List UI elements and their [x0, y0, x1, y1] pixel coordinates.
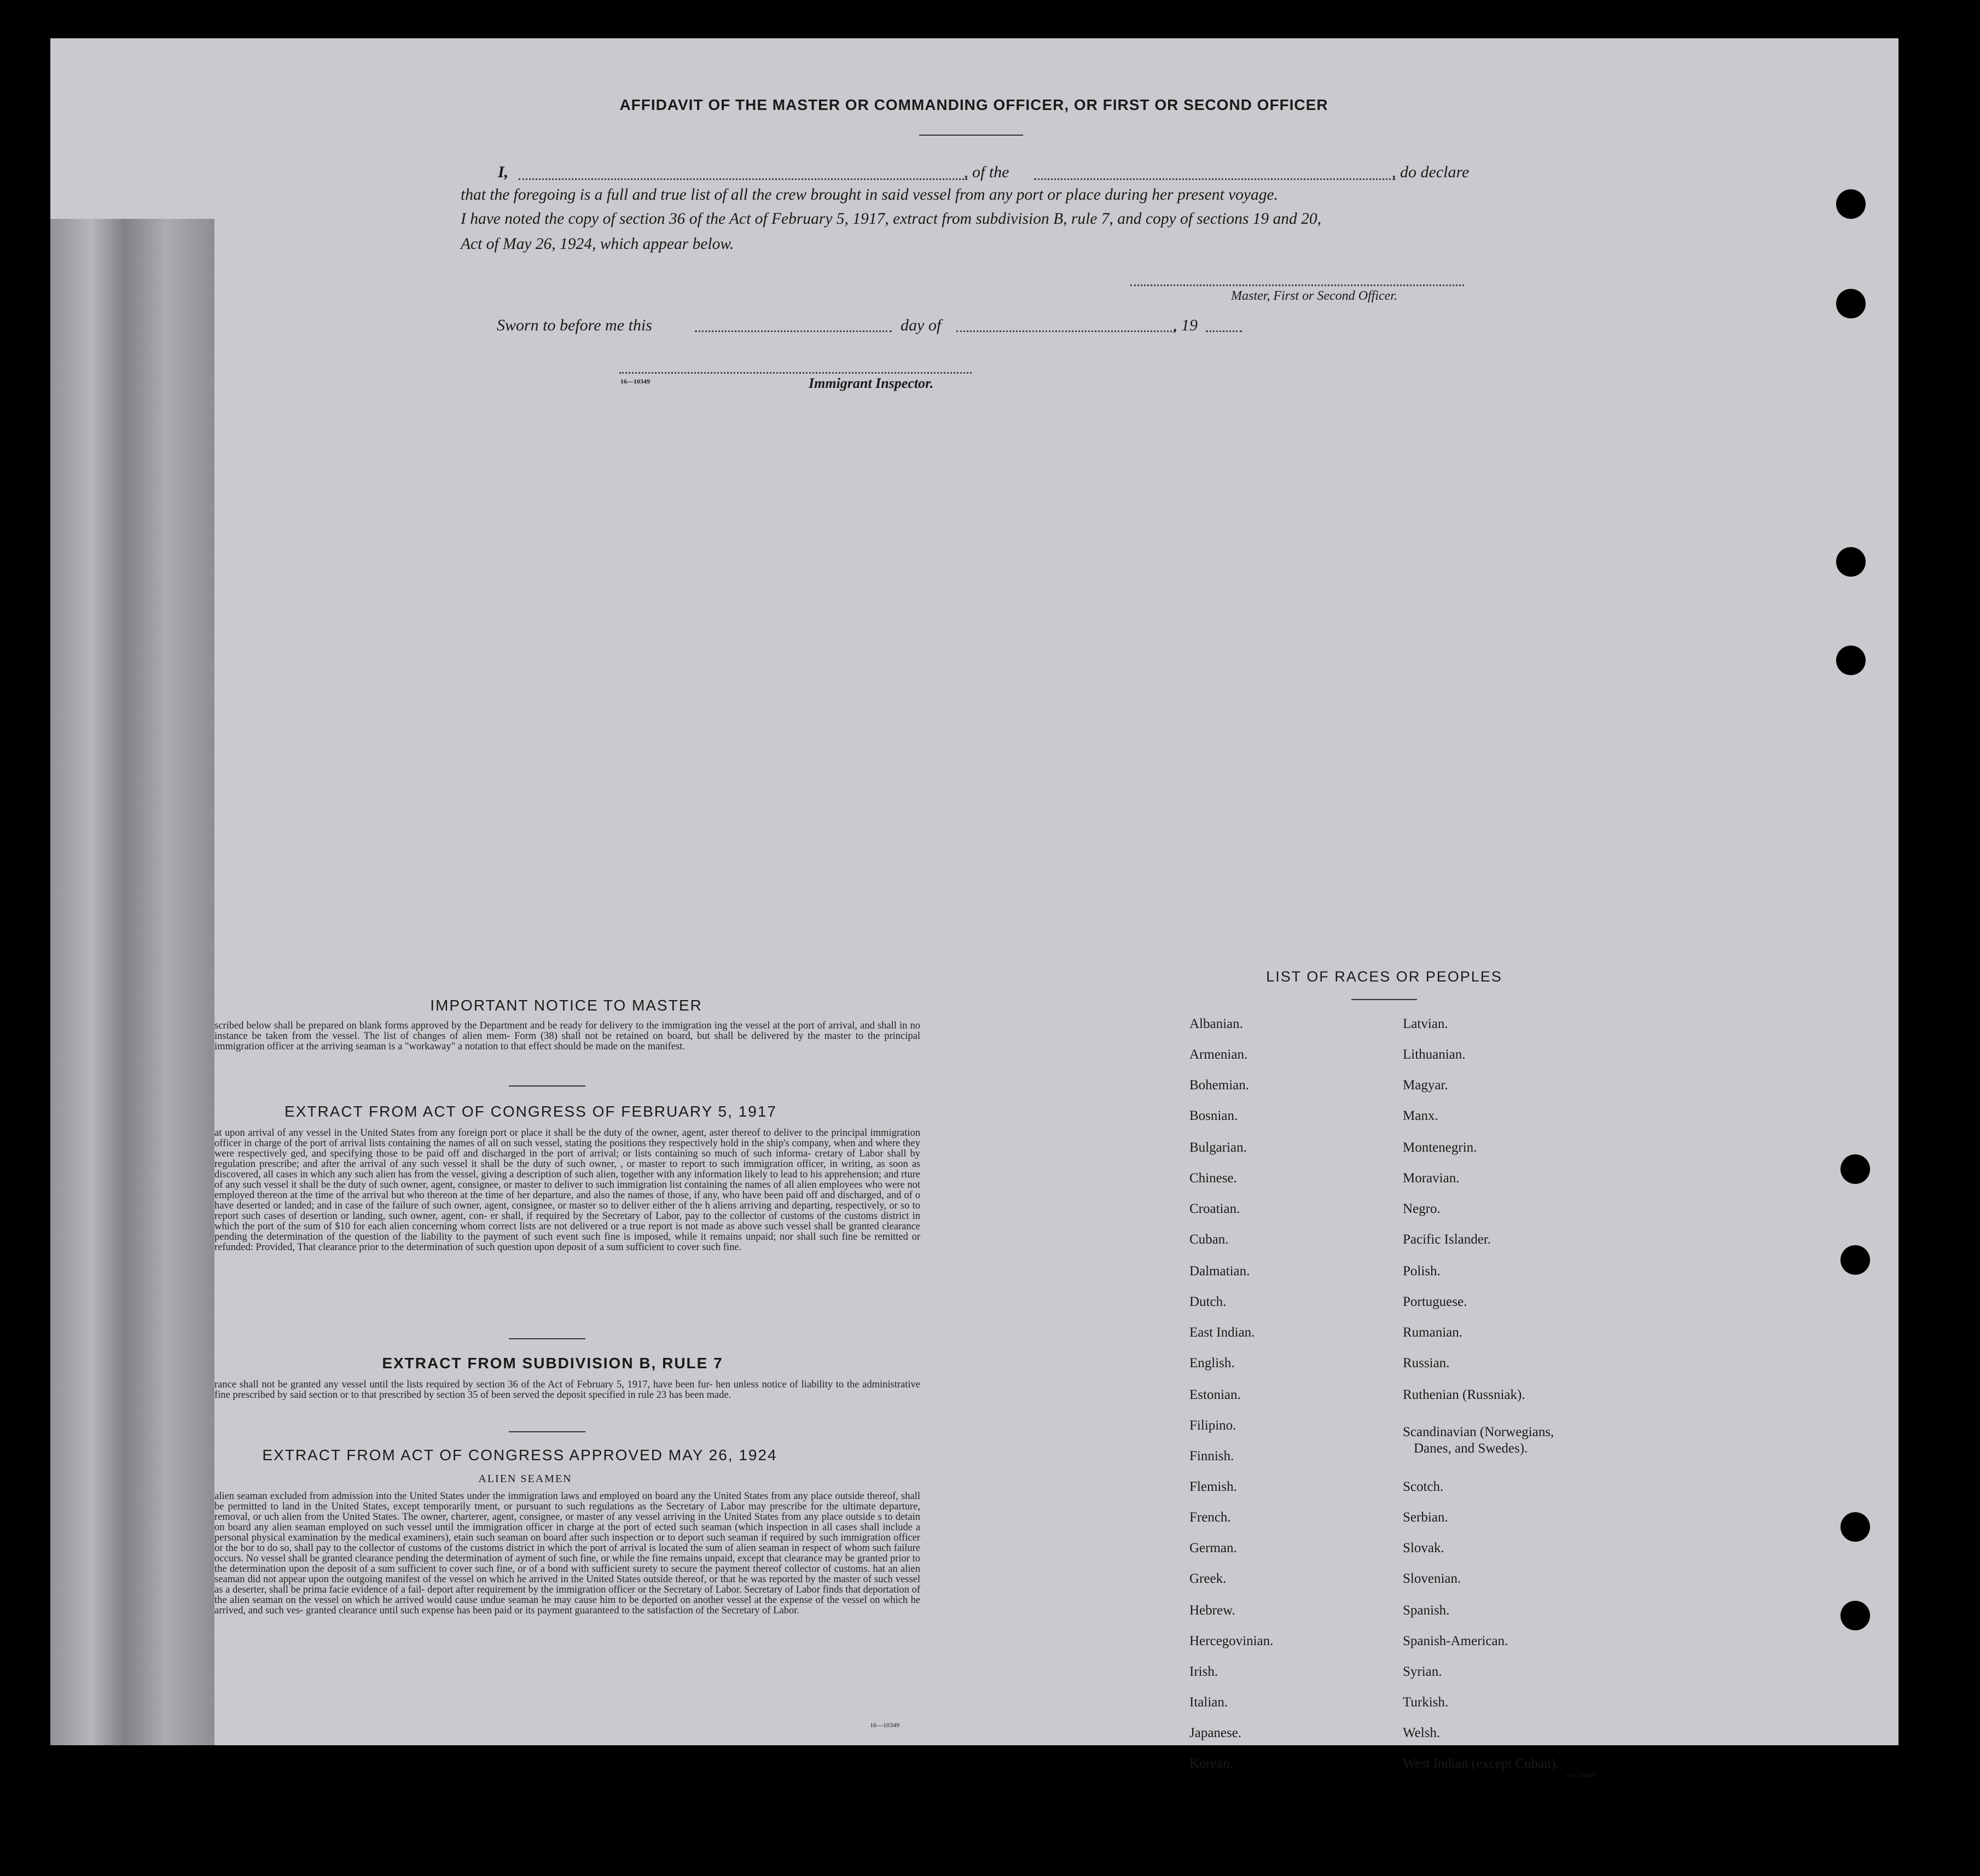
- races-heading: LIST OF RACES OR PEOPLES: [1266, 968, 1502, 985]
- race-item: Danes, and Swedes).: [1414, 1441, 1528, 1456]
- race-item: Croatian.: [1189, 1201, 1240, 1216]
- race-item: German.: [1189, 1541, 1237, 1555]
- race-item: Manx.: [1403, 1108, 1438, 1123]
- race-item: Albanian.: [1189, 1017, 1243, 1031]
- race-item: Negro.: [1403, 1201, 1441, 1216]
- punch-hole: [1840, 1601, 1870, 1630]
- extract3-subheading: ALIEN SEAMEN: [478, 1473, 572, 1485]
- race-item: Montenegrin.: [1403, 1140, 1477, 1155]
- race-item: Latvian.: [1403, 1017, 1448, 1031]
- extract3-text: alien seaman excluded from admission into the United States under the immigration laws and employed on board any the United States from any place outside thereof, shall be permitted to land in the United States, except temporarily tment, or pursuant to such regulations as the Secretary of Labor may prescribe for the ultimate departure, removal, or uch alien from the United States. The owner, charterer, agent, consignee, or master of any vessel arriving in the United States from any place outside s to detain on board any alien seaman employed on such vessel until the immigration officer in charge at the port of ected such seaman (which inspection in all cases shall include a personal physical examination by the medical examiners), etain such seaman on board after such inspection or to deport such seaman if required by such immigration officer or the bor to do so, shall pay to the collector of customs of the customs district in which the port of arrival is located the sum of alien seaman in respect of whom such failure occurs. No vessel shall be granted clearance pending the determination of ayment of such fine, or while the fine remains unpaid, except that clearance may be granted prior to the determination upon the deposit of a sum sufficient to cover such fine, or of a bond with sufficient surety to secure the payment thereof collector of customs. hat an alien seaman did not appear upon the outgoing manifest of the vessel on which he arrived in the United States outside thereof, or that he was reported by the master of such vessel as a deserter, shall be prima facie evidence of a fail- deport after requirement by the immigration officer or the Secretary of Labor. Secretary of Labor finds that deportation of the alien seaman on the vessel on which he arrived would cause undue seaman he may cause him to be deported on another vessel at the expense of the vessel on which he arrived, and such ves- granted clearance until such expense has been paid or its payment guaranteed to the satisfaction of the Secretary of Labor.: [214, 1491, 920, 1616]
- inspector-blank: [619, 372, 972, 374]
- affidavit-title: AFFIDAVIT OF THE MASTER OR COMMANDING OFFICER, OR FIRST OR SECOND OFFICER: [619, 96, 1328, 113]
- tape-strip: [50, 219, 214, 1745]
- race-item: Slovak.: [1403, 1541, 1444, 1555]
- punch-hole: [1840, 1245, 1870, 1275]
- race-item: Pacific Islander.: [1403, 1232, 1491, 1247]
- race-item: French.: [1189, 1510, 1231, 1525]
- document-page: [50, 38, 1898, 1745]
- affidavit-i: I,: [498, 163, 509, 181]
- name-blank: [519, 178, 967, 180]
- race-item: Hercegovinian.: [1189, 1634, 1274, 1648]
- affidavit-line3: I have noted the copy of section 36 of the Act of February 5, 1917, extract from subdivision B, rule 7, and copy of sections 19 and 20,: [461, 210, 1322, 228]
- punch-hole: [1840, 1154, 1870, 1184]
- day-of-text: day of: [901, 316, 942, 334]
- race-item: Scandinavian (Norwegians,: [1403, 1425, 1554, 1439]
- race-item: Polish.: [1403, 1264, 1441, 1279]
- extract2-text: rance shall not be granted any vessel until the lists required by section 36 of the Act of February 5, 1917, have been fur- hen unless notice of liability to the administrative fine prescribed by said section or to that prescribed by section 35 of been served the deposit specified in rule 23 has been made.: [214, 1380, 920, 1401]
- race-item: Serbian.: [1403, 1510, 1448, 1525]
- race-item: Japanese.: [1189, 1726, 1242, 1740]
- punch-hole: [1836, 547, 1866, 577]
- race-item: Dutch.: [1189, 1294, 1227, 1309]
- race-item: Filipino.: [1189, 1418, 1236, 1433]
- affidavit-line2: that the foregoing is a full and true list of all the crew brought in said vessel from any port or place during her present voyage.: [461, 186, 1278, 204]
- race-item: Moravian.: [1403, 1171, 1460, 1186]
- punch-hole: [1836, 289, 1866, 318]
- race-item: Turkish.: [1403, 1695, 1449, 1710]
- race-item: English.: [1189, 1356, 1235, 1370]
- notice-rule: [509, 1085, 585, 1087]
- race-item: Italian.: [1189, 1695, 1228, 1710]
- notice-text: scribed below shall be prepared on blank forms approved by the Department and be ready for delivery to the immigration ing the vessel at the port of arrival, and shall in no instance be taken from the vessel. The list of changes of alien mem- Form (38) shall not be retained on board, but shall be delivered by the master to the principal immigration officer at the arriving seaman is a "workaway" a notation to that effect should be made on the manifest.: [214, 1021, 920, 1052]
- race-item: Portuguese.: [1403, 1294, 1467, 1309]
- notice-form-number: 16—10349: [870, 1721, 899, 1729]
- form-number: 16—10349: [620, 377, 650, 385]
- race-item: Korean.: [1189, 1756, 1233, 1771]
- race-item: Cuban.: [1189, 1232, 1229, 1247]
- race-item: Flemish.: [1189, 1479, 1237, 1494]
- signature-label: Master, First or Second Officer.: [1231, 289, 1397, 303]
- year-text: , 19: [1173, 316, 1198, 334]
- signature-blank: [1130, 284, 1464, 286]
- inspector-label: Immigrant Inspector.: [809, 375, 934, 391]
- punch-hole: [1836, 646, 1866, 675]
- race-item: Bohemian.: [1189, 1078, 1250, 1093]
- race-item: Greek.: [1189, 1571, 1227, 1586]
- race-item: Hebrew.: [1189, 1603, 1235, 1618]
- sworn-text: Sworn to before me this: [497, 316, 652, 334]
- race-item: Syrian.: [1403, 1664, 1442, 1679]
- race-item: Slovenian.: [1403, 1571, 1461, 1586]
- race-item: Ruthenian (Russniak).: [1403, 1387, 1525, 1402]
- punch-hole: [1840, 1512, 1870, 1542]
- affidavit-of-the: , of the: [964, 163, 1009, 181]
- punch-hole: [1836, 189, 1866, 219]
- race-item: Rumanian.: [1403, 1325, 1463, 1340]
- race-item: Lithuanian.: [1403, 1047, 1466, 1062]
- vessel-blank: [1034, 178, 1395, 180]
- sworn-month-blank: [956, 330, 1175, 332]
- race-item: Bulgarian.: [1189, 1140, 1247, 1155]
- extract1-rule: [509, 1338, 585, 1339]
- race-item: Armenian.: [1189, 1047, 1248, 1062]
- race-item: West Indian (except Cuban).: [1403, 1756, 1559, 1771]
- race-item: Irish.: [1189, 1664, 1218, 1679]
- extract1-text: at upon arrival of any vessel in the United States from any foreign port or place it shall be the duty of the owner, agent, aster thereof to deliver to the principal immigration officer in charge of the port of arrival lists containing the names of all on such vessel, stating the positions they respectively hold in the ship's company, when and where they were respectively ged, and specifying those to be paid off and discharged in the port of arrival; or lists containing so much of such informa- cretary of Labor shall by regulation prescribe; and after the arrival of any such vessel it shall be the duty of such owner, , or master to report to such immigration officer, in writing, as soon as discovered, all cases in which any such alien has from the vessel, giving a description of such alien, together with any information likely to lead to his apprehension; and rture of any such vessel it shall be the duty of such owner, agent, consignee, or master to deliver to such immigration list containing the names of all alien employees who were not employed thereon at the time of the arrival but who thereon at the time of her departure, and also the names of those, if any, who have been paid off and discharged, and of o have deserted or landed; and in case of the failure of such owner, agent, consignee, or master so to deliver either of the h aliens arriving and departing, respectively, or so to report such cases of desertion or landing, such owner, agent, con- er shall, if required by the Secretary of Labor, pay to the collector of customs of the customs district in which the port of the sum of $10 for each alien concerning whom correct lists are not delivered or a true report is not made as above such vessel shall be granted clearance pending the determination of the question of the liability to the payment of such event such fine is imposed, while it remains unpaid; nor shall such fine be remitted or refunded: Provided, That clearance prior to the determination of such question upon deposit of a sum sufficient to cover such fine.: [214, 1128, 920, 1253]
- race-item: Russian.: [1403, 1356, 1450, 1370]
- race-item: Scotch.: [1403, 1479, 1444, 1494]
- extract1-heading: EXTRACT FROM ACT OF CONGRESS OF FEBRUARY 5, 1917: [284, 1103, 777, 1120]
- notice-heading: IMPORTANT NOTICE TO MASTER: [430, 997, 702, 1014]
- races-form-number: 16—10349: [1566, 1772, 1595, 1779]
- race-item: Welsh.: [1403, 1726, 1441, 1740]
- race-item: East Indian.: [1189, 1325, 1255, 1340]
- race-item: Estonian.: [1189, 1387, 1241, 1402]
- extract2-heading: EXTRACT FROM SUBDIVISION B, RULE 7: [382, 1355, 723, 1372]
- extract3-heading: EXTRACT FROM ACT OF CONGRESS APPROVED MAY 26, 1924: [262, 1447, 777, 1463]
- race-item: Spanish.: [1403, 1603, 1450, 1618]
- extract2-rule: [509, 1431, 585, 1432]
- year-blank: [1206, 330, 1242, 332]
- affidavit-line4: Act of May 26, 1924, which appear below.: [461, 235, 734, 253]
- title-rule: [919, 135, 1023, 136]
- race-item: Chinese.: [1189, 1171, 1237, 1186]
- sworn-day-blank: [695, 330, 892, 332]
- affidavit-do-declare: , do declare: [1392, 163, 1470, 181]
- race-item: Magyar.: [1403, 1078, 1448, 1093]
- race-item: Finnish.: [1189, 1449, 1234, 1463]
- race-item: Bosnian.: [1189, 1108, 1238, 1123]
- race-item: Spanish-American.: [1403, 1634, 1508, 1648]
- race-item: Dalmatian.: [1189, 1264, 1250, 1279]
- races-rule: [1351, 999, 1417, 1000]
